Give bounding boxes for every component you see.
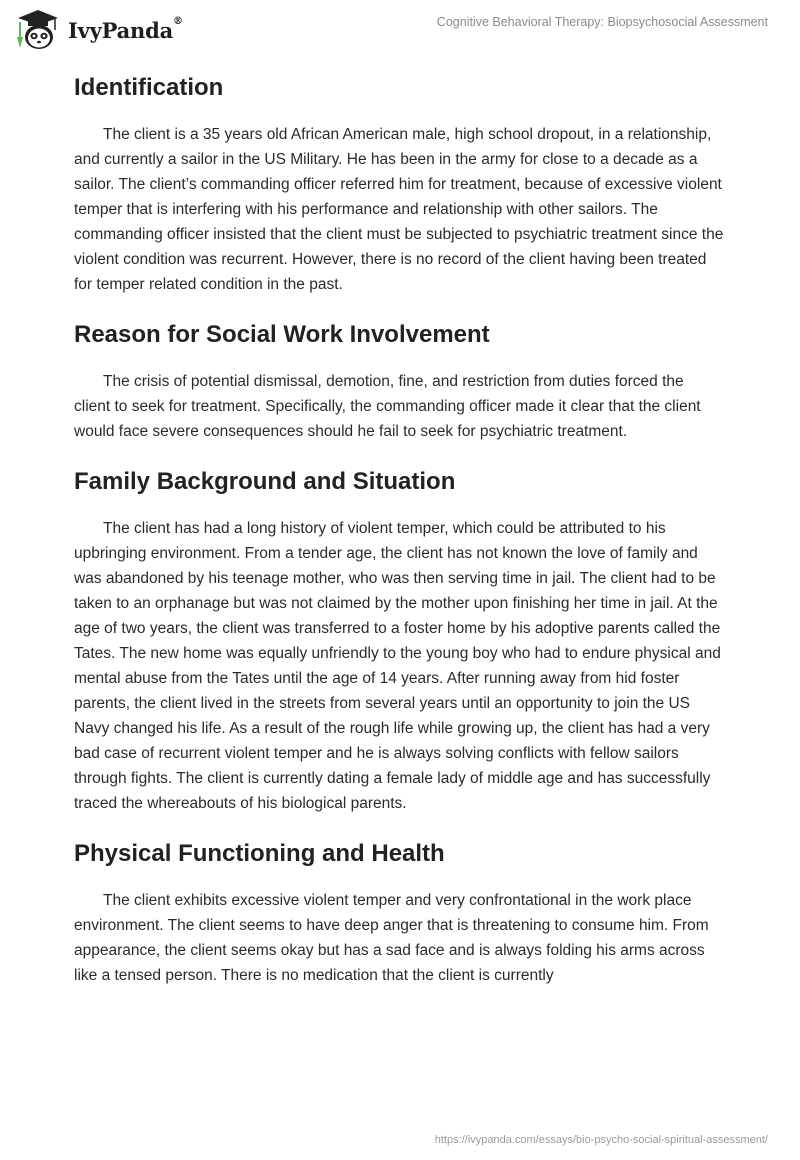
logo-wordmark: IvyPanda® (68, 15, 183, 43)
section-heading: Identification (74, 74, 224, 101)
document-title: Cognitive Behavioral Therapy: Biopsychosocial Assessment (436, 15, 768, 29)
section-heading: Family Background and Situation (74, 468, 456, 495)
section-physical-functioning (74, 838, 724, 988)
section-heading: Physical Functioning and Health (74, 840, 445, 867)
section-heading: Reason for Social Work Involvement (74, 321, 490, 348)
section-family-background (74, 466, 724, 816)
panda-graduation-logo-icon (14, 8, 62, 52)
section-paragraph: The crisis of potential dismissal, demotion, fine, and restriction from duties forced the client to seek for treatment. Specifically, the commanding officer made it clear that the client would face severe consequences should he fail to seek for psychiatric treatment. (74, 373, 701, 440)
section-identification (74, 72, 724, 297)
section-paragraph: The client is a 35 years old African American male, high school dropout, in a relationship, and currently a sailor in the US Military. He has been in the army for close to a decade as a sailor. The client’s commanding officer referred him for treatment, because of excessive violent temper that is interfering with his performance and relationship with other sailors. The commanding officer insisted that the client must be subjected to psychiatric treatment since the violent condition was recurrent. However, there is no record of the client having been treated for temper related condition in the past. (74, 126, 724, 293)
essay-body (74, 72, 724, 1010)
section-paragraph: The client has had a long history of violent temper, which could be attributed to his upbringing environment. From a tender age, the client has not known the love of family and was abandoned by his teenage mother, who was then serving time in jail. The client had to be taken to an orphanage but was not claimed by the mother upon finishing her time in jail. At the age of two years, the client was transferred to a foster home by his adoptive parents called the Tates. The new home was equally unfriendly to the young boy who had to endure physical and mental abuse from the Tates until the age of 14 years. After running away from hid foster parents, the client lived in the streets from several years until an opportunity to join the US Navy changed his life. As a result of the rough life while growing up, the client has had a very bad case of recurrent violent temper and he is always solving conflicts with fellow sailors through fights. The client is currently dating a female lady of middle age and has successfully traced the whereabouts of his biological parents. (74, 520, 721, 812)
section-paragraph: The client exhibits excessive violent temper and very confrontational in the work place environment. The client seems to have deep anger that is threatening to consume him. From appearance, the client seems okay but has a sad face and is always folding his arms across like a tensed person. There is no medication that the client is currently (74, 892, 709, 984)
section-reason-for-involvement (74, 319, 724, 444)
source-url-link[interactable]: https://ivypanda.com/essays/bio-psycho-social-spiritual-assessment/ (434, 1134, 768, 1146)
page-header (0, 0, 800, 60)
ivypanda-logo[interactable] (14, 8, 183, 52)
